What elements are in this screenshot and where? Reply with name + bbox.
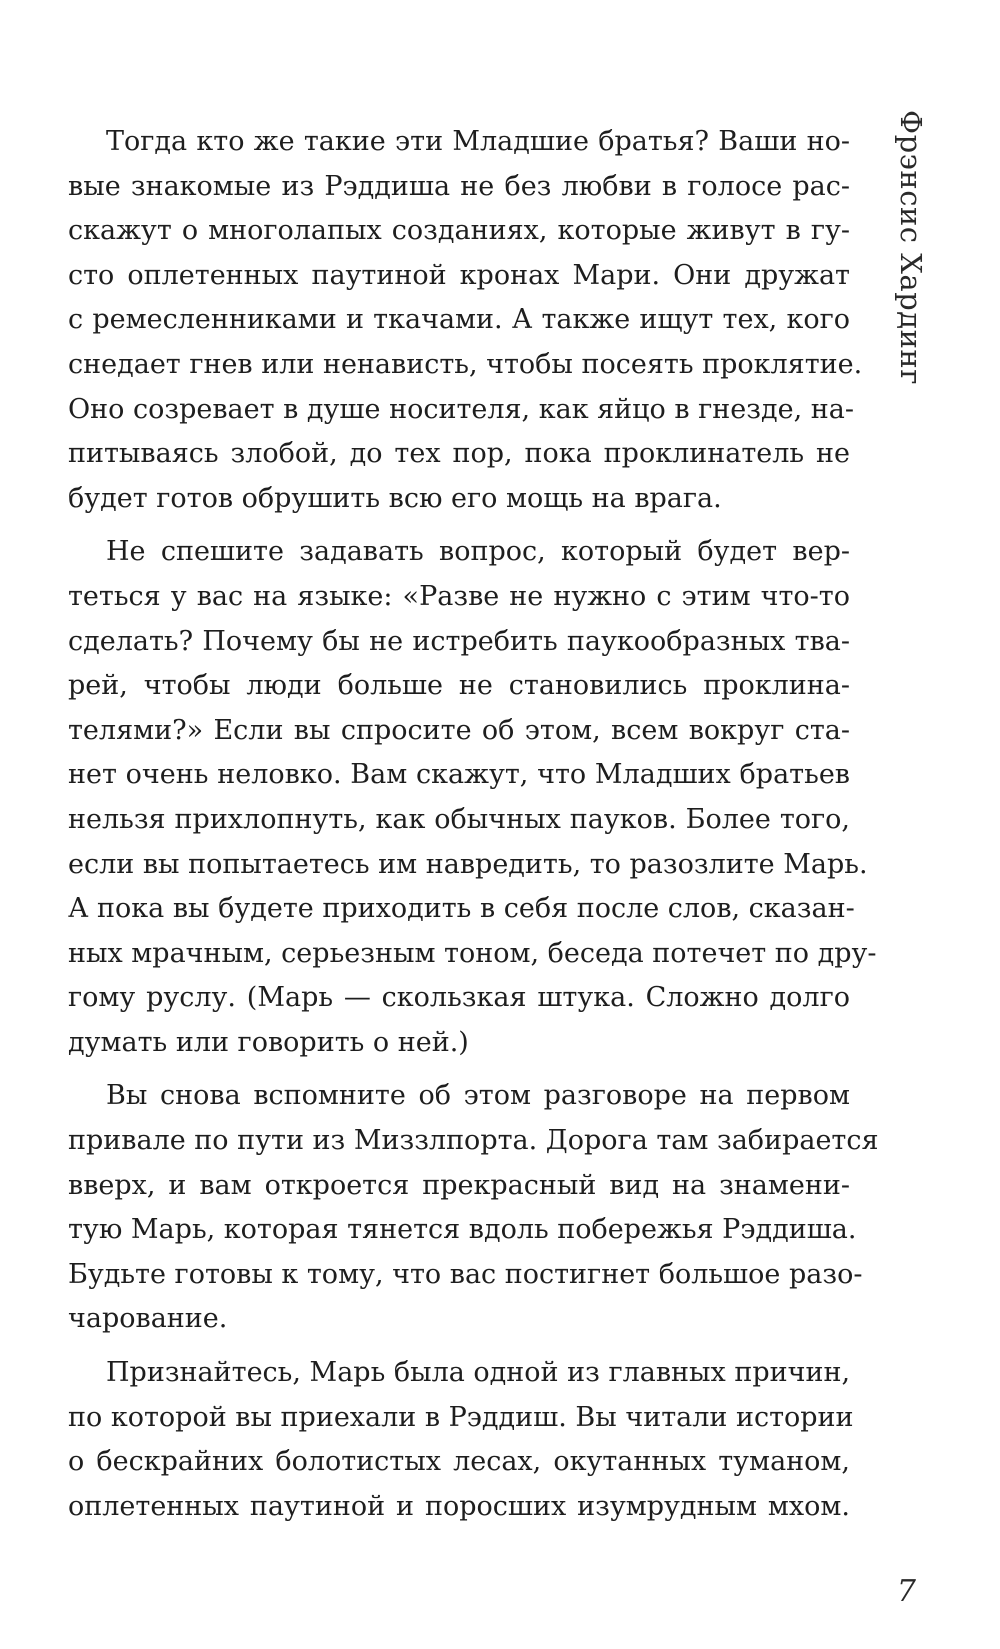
text-line: Тогда кто же такие эти Младшие братья? Ваши но- <box>106 126 850 157</box>
text-line: о бескрайних болотистых лесах, окутанных туманом, <box>68 1446 850 1478</box>
text-line: оплетенных паутиной и поросших изумрудным мхом. <box>68 1490 850 1522</box>
text-line: если вы попытаетесь им навредить, то разозлите Марь. <box>68 848 868 880</box>
text-line: вверх, и вам откроется прекрасный вид на знамени- <box>68 1169 850 1201</box>
paragraph-1 <box>68 120 863 521</box>
body-text <box>68 120 879 1538</box>
text-line: будет готов обрушить всю его мощь на врага. <box>68 482 722 514</box>
text-line: чарование. <box>68 1303 228 1335</box>
text-line: тую Марь, которая тянется вдоль побережья Рэддиша. <box>68 1214 857 1246</box>
text-line: думать или говорить о ней.) <box>68 1026 469 1058</box>
text-line: Не спешите задавать вопрос, который будет вер- <box>106 536 850 568</box>
page-number: 7 <box>896 1574 916 1609</box>
text-line: вые знакомые из Рэддиша не без любви в голосе рас- <box>68 170 850 202</box>
text-line: по которой вы приехали в Рэддиш. Вы читали истории <box>68 1401 854 1433</box>
text-line: гому руслу. (Марь — скользкая штука. Сложно долго <box>68 982 850 1014</box>
text-line: Признайтесь, Марь была одной из главных причин, <box>106 1357 851 1389</box>
paragraph-3 <box>68 1074 879 1342</box>
paragraph-4 <box>68 1351 854 1529</box>
author-name: Фрэнсис Хардинг <box>894 110 928 385</box>
paragraph-2 <box>68 530 877 1065</box>
text-line: Будьте готовы к тому, что вас постигнет большое разо- <box>68 1258 863 1290</box>
text-line: питываясь злобой, до тех пор, пока проклинатель не <box>68 438 850 470</box>
text-line: А пока вы будете приходить в себя после слов, сказан- <box>68 893 855 925</box>
text-line: телями?» Если вы спросите об этом, всем вокруг ста- <box>68 714 850 746</box>
text-line: Вы снова вспомните об этом разговоре на первом <box>106 1080 850 1112</box>
text-line: снедает гнев или ненависть, чтобы посеять проклятие. <box>68 348 863 380</box>
text-line: нельзя прихлопнуть, как обычных пауков. Более того, <box>68 803 850 835</box>
text-line: привале по пути из Миззлпорта. Дорога там забирается <box>68 1125 879 1157</box>
running-head <box>894 110 934 450</box>
text-line: скажут о многолапых созданиях, которые живут в гу- <box>68 215 850 247</box>
text-line: ных мрачным, серьезным тоном, беседа потечет по дру- <box>68 937 877 969</box>
text-line: Оно созревает в душе носителя, как яйцо в гнезде, на- <box>68 393 854 425</box>
text-line: сто оплетенных паутиной кронах Мари. Они дружат <box>68 259 850 291</box>
text-line: нет очень неловко. Вам скажут, что Младших братьев <box>68 759 850 791</box>
text-line: сделать? Почему бы не истребить паукообразных тва- <box>68 625 850 657</box>
text-line: теться у вас на языке: «Разве не нужно с этим что-то <box>68 580 850 612</box>
text-line: с ремесленниками и ткачами. А также ищут тех, кого <box>68 304 850 336</box>
text-line: рей, чтобы люди больше не становились проклина- <box>68 670 850 702</box>
